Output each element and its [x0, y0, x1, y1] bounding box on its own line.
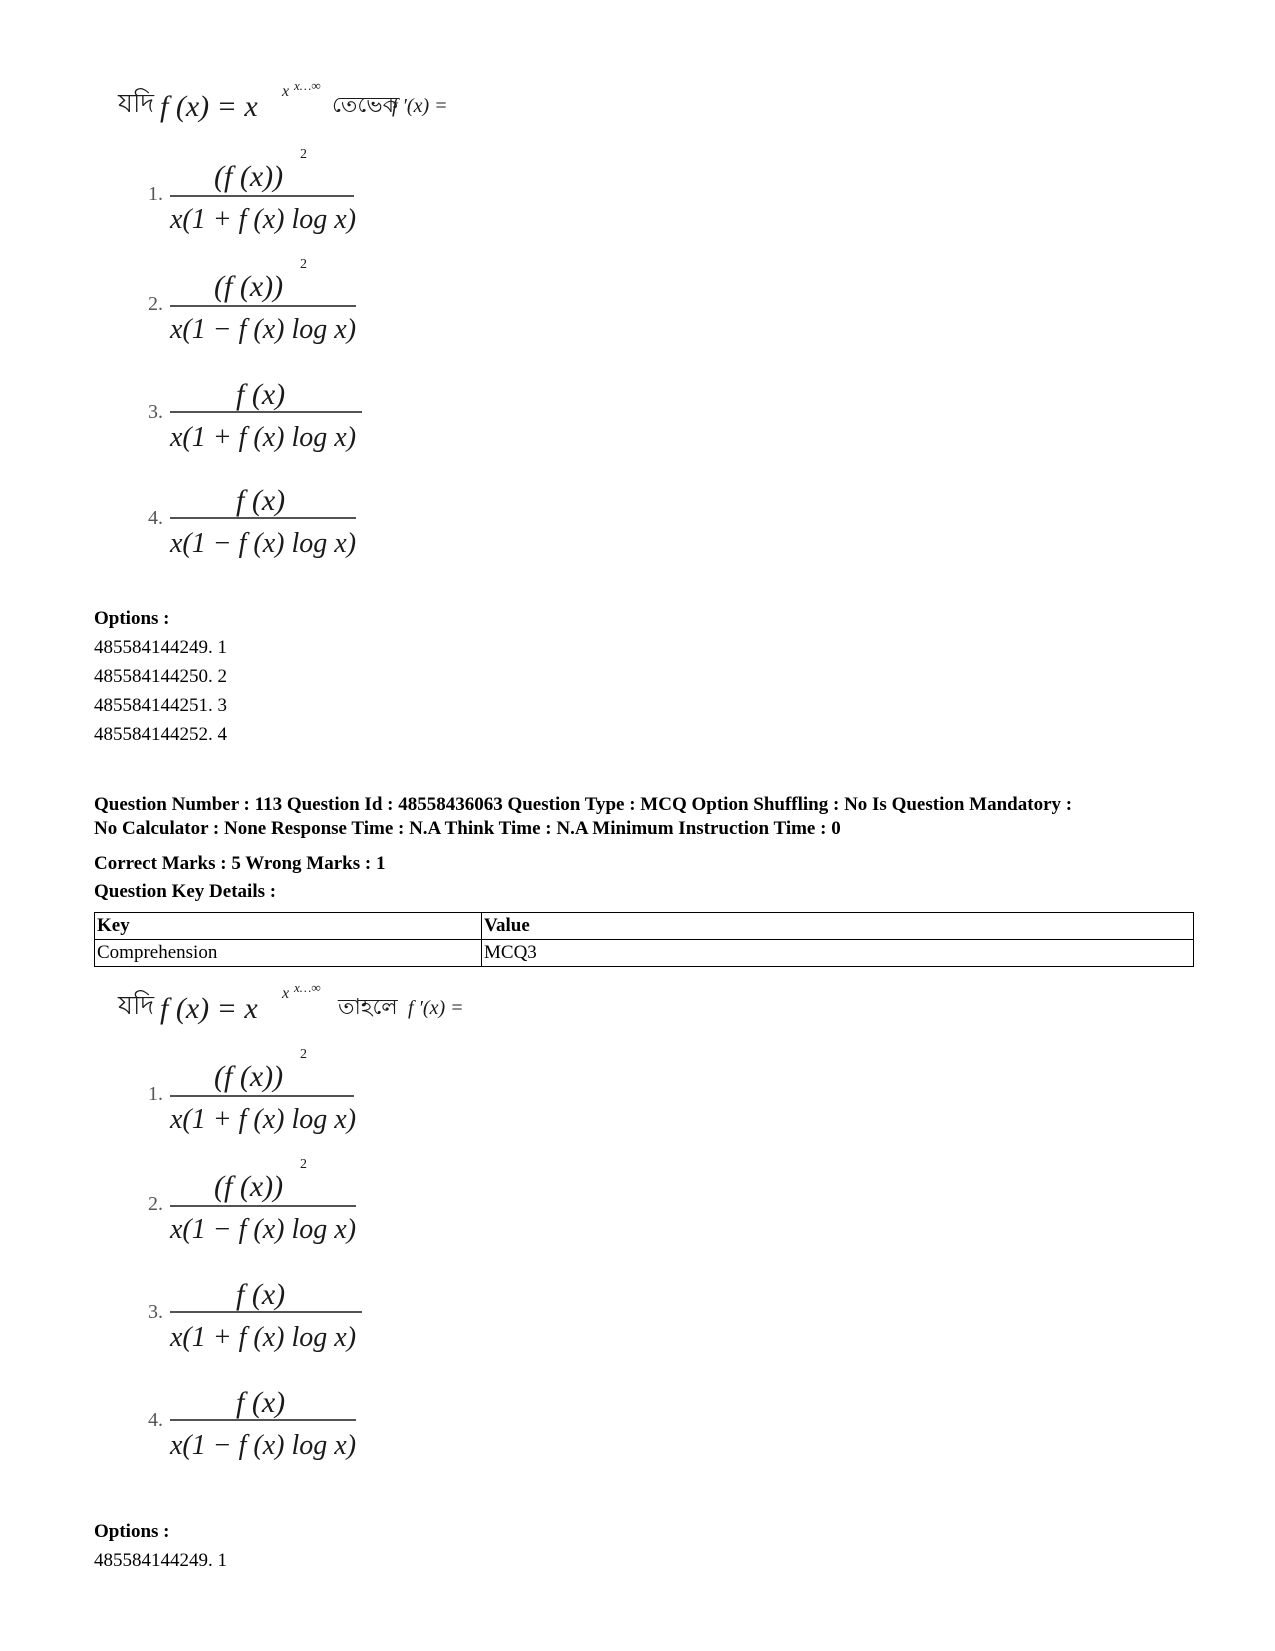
table-header-key: Key [95, 913, 482, 940]
option-2-numerator: (f (x)) [214, 1170, 284, 1203]
option-3-numerator: f (x) [236, 1278, 286, 1311]
option-2-denominator: x(1 − f (x) log x) [170, 1214, 357, 1245]
question-2-marks-block [94, 850, 1204, 906]
option-4-numerator: f (x) [236, 1386, 286, 1419]
option-2-label: 2. [148, 293, 163, 315]
option-4-numerator: f (x) [236, 484, 286, 517]
table-header-row [95, 913, 1194, 940]
option-4-denominator: x(1 − f (x) log x) [170, 1430, 357, 1461]
prompt-power-top: x…∞ [294, 80, 321, 93]
question-2-image [110, 982, 570, 1492]
prompt-lhs: f (x) = x [160, 992, 258, 1025]
option-3-numerator: f (x) [236, 378, 286, 411]
table-row [95, 940, 1194, 967]
option-3-label: 3. [148, 1301, 163, 1323]
prompt-derivative: f ′(x) = [408, 997, 464, 1019]
option-4-label: 4. [148, 507, 163, 529]
options-heading: Options : [94, 1521, 170, 1542]
option-2-denominator: x(1 − f (x) log x) [170, 314, 357, 345]
prompt-power: x [282, 985, 290, 1002]
option-3-label: 3. [148, 401, 163, 423]
option-2-numerator: (f (x)) [214, 270, 284, 303]
option-1-denominator: x(1 + f (x) log x) [170, 204, 357, 235]
option-id-4: 485584144252. 4 [94, 724, 227, 745]
options-heading: Options : [94, 608, 170, 629]
option-2-exponent: 2 [300, 1157, 307, 1172]
prompt-prefix: যদি [118, 89, 155, 119]
key-details-heading: Question Key Details : [94, 881, 277, 902]
table-cell-key: Comprehension [95, 940, 482, 967]
option-1-exponent: 2 [300, 1047, 307, 1062]
option-4-label: 4. [148, 1409, 163, 1431]
prompt-lhs: f (x) = x [160, 90, 258, 123]
option-3-denominator: x(1 + f (x) log x) [170, 422, 357, 453]
option-1-label: 1. [148, 183, 163, 205]
question-1-image [110, 80, 570, 590]
option-1-denominator: x(1 + f (x) log x) [170, 1104, 357, 1135]
option-2-exponent: 2 [300, 257, 307, 272]
option-id-3: 485584144251. 3 [94, 695, 227, 716]
option-1-numerator: (f (x)) [214, 1060, 284, 1093]
question-2-meta [94, 793, 1204, 841]
option-1-exponent: 2 [300, 147, 307, 162]
prompt-suffix: তেভেক [332, 93, 399, 118]
meta-line-2: No Calculator : None Response Time : N.A Think Time : N.A Minimum Instruction Time : 0 [94, 818, 841, 839]
question-1-math [110, 80, 570, 590]
question-1-options [94, 604, 227, 749]
option-1-label: 1. [148, 1083, 163, 1105]
option-4-denominator: x(1 − f (x) log x) [170, 528, 357, 559]
option-id-2: 485584144250. 2 [94, 666, 227, 687]
question-2-options [94, 1517, 227, 1575]
option-id-1: 485584144249. 1 [94, 637, 227, 658]
prompt-power-top: x…∞ [294, 982, 321, 995]
prompt-prefix: যদি [118, 991, 155, 1021]
key-details-table [94, 912, 1194, 967]
option-3-denominator: x(1 + f (x) log x) [170, 1322, 357, 1353]
table-header-value: Value [482, 913, 1194, 940]
option-2-label: 2. [148, 1193, 163, 1215]
table-cell-value: MCQ3 [482, 940, 1194, 967]
prompt-suffix: তাহলে [338, 995, 398, 1020]
prompt-derivative: f ′(x) = [392, 95, 448, 117]
question-2-math [110, 982, 570, 1492]
option-id-1: 485584144249. 1 [94, 1550, 227, 1571]
option-1-numerator: (f (x)) [214, 160, 284, 193]
meta-line-1: Question Number : 113 Question Id : 48558436063 Question Type : MCQ Option Shuffling : No Is Question Mandatory : [94, 794, 1073, 815]
marks: Correct Marks : 5 Wrong Marks : 1 [94, 853, 386, 874]
prompt-power: x [282, 83, 290, 100]
